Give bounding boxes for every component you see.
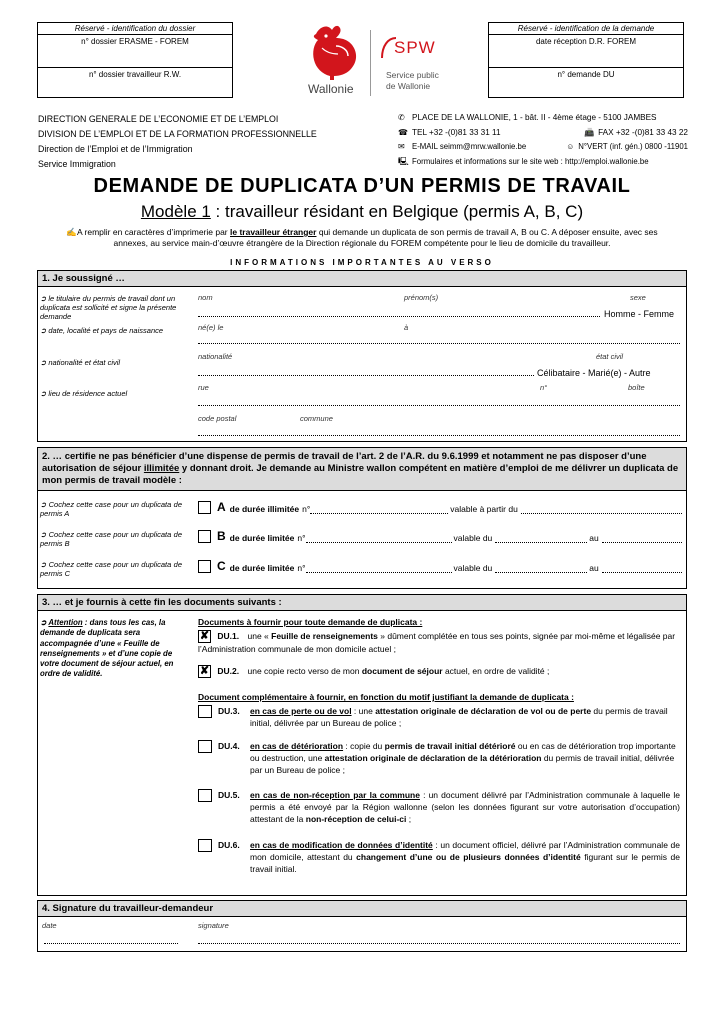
section-3-header: 3. … et je fournis à cette fin les documents suivants : [38, 595, 686, 611]
label-rue: rue [198, 383, 209, 392]
du5-text-c: ; [406, 814, 412, 824]
s1-left-res [40, 389, 185, 398]
permit-a-valable: valable à partir du [450, 504, 518, 514]
contact-web-row [398, 155, 688, 170]
du4-text-b: permis de travail initial détérioré [384, 741, 516, 751]
permit-c-num-field[interactable] [306, 565, 452, 573]
demande-id-box [488, 22, 684, 98]
du2-text-a: une copie recto verso de mon [247, 666, 362, 676]
du2-text-b: document de séjour [361, 666, 443, 676]
contact-address-row [398, 111, 688, 126]
doc-du3 [198, 705, 680, 729]
logo-divider [370, 30, 371, 96]
du6-code: DU.6. [218, 840, 240, 850]
intro-paragraph [48, 227, 676, 248]
org-service: Service Immigration [38, 159, 116, 169]
label-numero: n° [540, 383, 548, 392]
du1-code: DU.1. [217, 631, 240, 641]
permit-b-from-field[interactable] [495, 535, 587, 543]
model-number: Modèle 1 [140, 202, 211, 221]
nationalite-field[interactable] [198, 368, 534, 376]
permit-c-checkbox[interactable] [198, 560, 211, 573]
du6-text [250, 839, 680, 875]
demande-box-title: Réservé - identification de la demande [489, 23, 683, 35]
spw-logo-text: SPW [394, 38, 436, 57]
section-1-header: 1. Je soussigné … [38, 271, 686, 287]
attention-note [40, 618, 185, 680]
du4-text-a: : copie du [343, 741, 385, 751]
doc-du2 [198, 665, 680, 678]
date-reception-label: date réception D.R. FOREM [489, 35, 683, 68]
permit-a-num-field[interactable] [310, 506, 448, 514]
du3-text-c: du permis de travail initial, délivrée par un Bureau de police ; [250, 706, 668, 728]
dossier-travailleur-label: n° dossier travailleur R.W. [88, 70, 182, 79]
section-2-header [38, 448, 686, 491]
s2-header-text: 2. … certifie ne pas bénéficier d’une dispense de permis de travail de l’art. 2 de l’A.R. du 9.6.1999 et notamment ne pas disposer d’une autorisation de séjour [42, 451, 647, 474]
mail-icon: ✉ [398, 142, 405, 151]
permit-b-num-label: n° [297, 533, 306, 543]
du3-text-a: : une [351, 706, 376, 716]
rooster-icon [302, 24, 362, 82]
du5-checkbox[interactable] [198, 789, 212, 802]
permit-b-checkbox[interactable] [198, 530, 211, 543]
s2-left-a [40, 500, 182, 518]
du4-checkbox[interactable] [198, 740, 212, 753]
s1-left-titulaire [40, 294, 185, 321]
du3-text-b: attestation originale de déclaration de vol ou de perte [375, 706, 592, 716]
du6-motif: en cas de modification de données d’identité [250, 840, 433, 850]
permit-c-to-field[interactable] [602, 565, 682, 573]
du4-text [250, 740, 680, 776]
arrow-icon: ➲ [40, 618, 49, 627]
smiley-icon: ☺ [566, 142, 575, 151]
du2-code: DU.2. [217, 666, 240, 676]
pencil-icon: ✍ [66, 227, 77, 237]
du5-motif: en cas de non-réception par la commune [250, 790, 420, 800]
du3-code: DU.3. [218, 706, 240, 716]
info-verso: INFORMATIONS IMPORTANTES AU VERSO [230, 258, 494, 267]
du5-text-a: : un document délivré par l’Administration communale à laquelle le permis a été envoyé par la Région wallonne (selon les données figurant sur votre autorisation d’occupation) attestant de la [250, 790, 680, 824]
phone-icon: ☎ [398, 127, 409, 137]
s2-left-b-text: Cochez cette case pour un duplicata de permis B [40, 530, 182, 548]
du4-code: DU.4. [218, 741, 240, 751]
label-nationalite: nationalité [198, 352, 233, 361]
permit-b-letter: B [217, 529, 226, 543]
permit-c-num-label: n° [297, 563, 306, 573]
du3-text [250, 705, 680, 729]
doc-du6 [198, 839, 680, 875]
du2-checkbox[interactable]: ✘ [199, 665, 210, 678]
org-direction: Direction de l’Emploi et de l’Immigration [38, 144, 193, 154]
du4-motif: en cas de détérioration [250, 741, 344, 751]
label-code-postal: code postal [198, 414, 237, 423]
org-block [38, 112, 388, 172]
contact-email-row [398, 140, 688, 155]
arrow-icon: ➲ [40, 326, 49, 335]
contact-web[interactable]: Formulaires et informations sur le site web : http://emploi.wallonie.be [412, 156, 649, 166]
arrow-icon: ➲ [40, 389, 49, 398]
spw-logo [380, 34, 460, 94]
contact-fax: FAX +32 -(0)81 33 43 22 [598, 127, 688, 137]
du6-checkbox[interactable] [198, 839, 212, 852]
du6-text-b: changement d’une ou de plusieurs données d’identité [356, 852, 581, 862]
du2-text-c: actuel, en ordre de validité ; [442, 666, 550, 676]
permit-a-row [198, 500, 682, 514]
intro-text-2: qui demande un duplicata de son permis de travail A, B ou C. A déposer ensuite, avec ses annexes, au service main-d’œuvre étrangère de la Direction régionale du FOREM compétente pour le lieu de domicile du travailleur. [113, 227, 658, 248]
fax-icon: 📠 [584, 127, 595, 137]
commune-field[interactable] [198, 428, 680, 436]
s1-titulaire-text: le titulaire du permis de travail dont un duplicata est sollicité et signe la présente demande [40, 294, 177, 321]
label-commune: commune [300, 414, 333, 423]
computer-icon: 🖳 [398, 156, 409, 166]
label-ne-le: né(e) le [198, 323, 224, 332]
s2-left-c [40, 560, 182, 578]
org-direction-generale: DIRECTION GENERALE DE L’ECONOMIE ET DE L’EMPLOI [38, 114, 279, 124]
du6-text-c: figurant sur le permis de travail initial. [250, 852, 680, 874]
label-signature: signature [198, 921, 229, 930]
doc-du5 [198, 789, 680, 825]
docs-comp-text: Document complémentaire à fournir, en fonction du motif justifiant la demande de duplicata : [198, 692, 574, 702]
intro-worker: le travailleur étranger [230, 227, 317, 237]
contact-email[interactable]: E-MAIL seimm@mrw.wallonie.be [412, 142, 527, 151]
dossier-box-title: Réservé - identification du dossier [38, 23, 232, 35]
permit-c-valable: valable du [453, 563, 493, 573]
arrow-icon: ➲ [40, 294, 49, 303]
s1-left-nat [40, 358, 185, 367]
model-subtitle [0, 202, 724, 222]
org-division: DIVISION DE L’EMPLOI ET DE LA FORMATION PROFESSIONNELLE [38, 129, 317, 139]
s1-nat-text: nationalité et état civil [48, 358, 121, 367]
spw-sub1: Service public [386, 70, 439, 80]
sexe-options[interactable]: Homme - Femme [604, 309, 675, 319]
contact-tel-group [398, 126, 501, 141]
permit-c-au: au [589, 563, 599, 573]
contact-vert-group [566, 140, 688, 155]
permit-c-type: de durée limitée [229, 563, 295, 573]
s1-res-text: lieu de résidence actuel [48, 389, 128, 398]
naissance-field[interactable] [198, 336, 680, 344]
permit-a-num-label: n° [302, 504, 311, 514]
intro-text-1: A remplir en caractères d’imprimerie par [76, 227, 231, 237]
permit-b-to-field[interactable] [602, 535, 682, 543]
contact-numero-vert: N°VERT (inf. gén.) 0800 -11901 [578, 142, 688, 151]
contact-address: PLACE DE LA WALLONIE, 1 - bât. II - 4ème étage - 5100 JAMBES [412, 113, 657, 122]
label-boite: boîte [628, 383, 645, 392]
contact-fax-group [584, 126, 688, 141]
du1-text-b: Feuille de renseignements [271, 631, 378, 641]
permit-c-letter: C [217, 559, 226, 573]
du6-text-a: : un document officiel, délivré par l’Administration communale de mon domicile, attestant du [250, 840, 680, 862]
arrow-icon: ➲ [40, 530, 49, 539]
nom-prenom-field[interactable] [198, 309, 600, 317]
docs-all-text: Documents à fournir pour toute demande de duplicata : [198, 617, 423, 627]
s1-left-date [40, 326, 185, 335]
doc-du4 [198, 740, 680, 776]
dossier-id-box [37, 22, 233, 98]
label-date: date [42, 921, 57, 930]
numero-demande-label: n° demande DU [557, 70, 615, 79]
page-title: DEMANDE DE DUPLICATA D’UN PERMIS DE TRAVAIL [93, 175, 631, 197]
s2-left-a-text: Cochez cette case pour un duplicata de permis A [40, 500, 182, 518]
permit-b-valable: valable du [453, 533, 493, 543]
arrow-icon: ➲ [40, 358, 49, 367]
du5-code: DU.5. [218, 790, 240, 800]
label-nom: nom [198, 293, 213, 302]
contact-email-group [398, 140, 526, 155]
attention-text: : dans tous les cas, la demande de duplicata sera accompagnée d’une « Feuille de renseignements » et d’une copie de votre document de séjour actuel, en ordre de validité. [40, 618, 174, 679]
du4-text-d: attestation originale de déclaration de la détérioration [324, 753, 542, 763]
permit-c-from-field[interactable] [495, 565, 587, 573]
permit-a-letter: A [217, 500, 226, 514]
du5-text [250, 789, 680, 825]
contact-block [398, 111, 688, 169]
contact-tel: TEL +32 -(0)81 33 31 11 [412, 127, 501, 137]
label-prenom: prénom(s) [404, 293, 439, 302]
du4-text-e: du permis de travail initial, délivrée par un Bureau de police ; [250, 753, 675, 775]
doc-du1 [198, 630, 680, 655]
permit-a-date-field[interactable] [521, 506, 682, 514]
arrow-icon: ➲ [40, 500, 49, 509]
du1-checkbox[interactable]: ✘ [199, 630, 210, 643]
du3-motif: en cas de perte ou de vol [250, 706, 352, 716]
s1-date-text: date, localité et pays de naissance [48, 326, 164, 335]
permit-b-num-field[interactable] [306, 535, 452, 543]
label-sexe: sexe [630, 293, 646, 302]
wallonie-logo [294, 24, 374, 100]
wallonie-logo-text: Wallonie [308, 82, 354, 96]
building-icon: ✆ [398, 113, 405, 122]
model-description: : travailleur résidant en Belgique (permis A, B, C) [210, 202, 584, 221]
du3-checkbox[interactable] [198, 705, 212, 718]
spw-sub2-text: de Wallonie [386, 81, 431, 91]
du1-text-c: » dûment complétée en tous ses points, signée par moi-même et légalisée par l’Administration communale de mon domicile actuel ; [198, 631, 676, 655]
attention-word: Attention [48, 618, 83, 627]
docs-comp-heading [198, 692, 574, 702]
arrow-icon: ➲ [40, 560, 49, 569]
spw-sub2 [386, 81, 430, 91]
permit-b-type: de durée limitée [229, 533, 295, 543]
dossier-erasme-label: n° dossier ERASME - FOREM [38, 35, 232, 68]
etat-civil-options[interactable]: Célibataire - Marié(e) - Autre [537, 368, 651, 378]
permit-b-row [198, 529, 682, 543]
du1-text-a: une « [247, 631, 272, 641]
s2-header-end: y donnant droit. Je demande au Ministre wallon compétent en matière d’emploi de me délivrer un duplicata de mon permis de travail modèle : [42, 463, 679, 486]
section-4-header: 4. Signature du travailleur-demandeur [38, 901, 686, 917]
rue-field[interactable] [198, 398, 680, 406]
s2-left-b [40, 530, 182, 548]
permit-b-au: au [589, 533, 599, 543]
date-field[interactable] [44, 936, 178, 944]
s2-left-c-text: Cochez cette case pour un duplicata de permis C [40, 560, 182, 578]
du5-text-b: non-réception de celui-ci [305, 814, 407, 824]
label-etat-civil: état civil [596, 352, 624, 361]
du4-text-c: ou en cas de détérioration trop importante ou destruction, une [250, 741, 676, 763]
signature-field[interactable] [198, 936, 680, 944]
contact-phone-row [398, 126, 688, 141]
s2-header-illimitee: illimitée [143, 463, 180, 474]
docs-all-heading [198, 617, 422, 627]
permit-a-type: de durée illimitée [229, 504, 300, 514]
label-a: à [404, 323, 409, 332]
section-4 [37, 900, 687, 952]
permit-c-row [198, 559, 682, 573]
permit-a-checkbox[interactable] [198, 501, 211, 514]
